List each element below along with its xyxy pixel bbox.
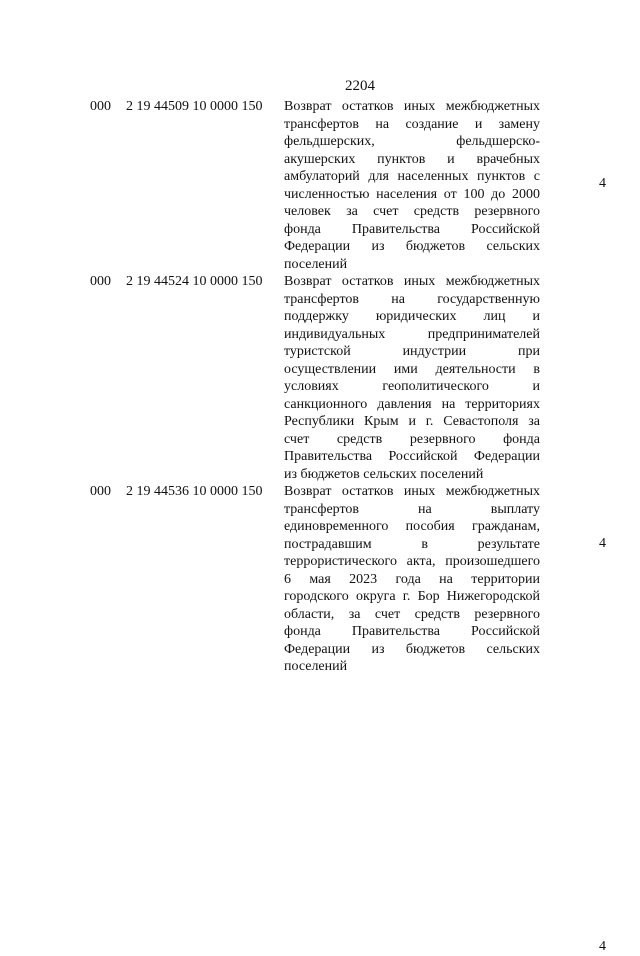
budget-codes-table [0, 98, 640, 954]
description-line: области, за счет средств резервного [284, 606, 540, 622]
description-line: фонда Правительства Российской [284, 624, 540, 639]
description-line: трансфертов на создание и замену [284, 116, 540, 132]
description-line: индивидуальных предпринимателей [284, 326, 540, 342]
admin-code: 000 [90, 99, 111, 114]
description-line: из бюджетов сельских поселений [284, 466, 484, 482]
admin-code: 000 [90, 274, 111, 289]
table-row [0, 98, 640, 273]
description-line: Правительства Российской Федерации [284, 449, 540, 464]
standard-value: 4 [599, 939, 606, 954]
description-line: поселений [284, 659, 348, 674]
description-line: пострадавшим в результате [284, 536, 540, 552]
description-line: Возврат остатков иных межбюджетных [284, 99, 540, 114]
description-line: акушерских пунктов и врачебных [284, 151, 540, 167]
description-line: человек за счет средств резервного [284, 204, 540, 219]
description-line: поддержку юридических лиц и [284, 309, 540, 324]
description-line: туристской индустрии при [284, 344, 540, 359]
page-number: 2204 [345, 78, 375, 94]
standard-value: 4 [599, 536, 606, 551]
description-line: единовременного пособия гражданам, [284, 519, 540, 534]
description-line: фонда Правительства Российской [284, 221, 540, 237]
description-line: условиях геополитического и [284, 379, 540, 394]
budget-classification-code: 2 19 44509 10 0000 150 [126, 99, 263, 114]
description-line: санкционного давления на территориях [284, 396, 540, 412]
description-line: численностью населения от 100 до 2000 [284, 186, 540, 202]
budget-classification-code: 2 19 44536 10 0000 150 [126, 484, 263, 499]
description-line: Возврат остатков иных межбюджетных [284, 484, 540, 499]
description-line: амбулаторий для населенных пунктов с [284, 169, 540, 184]
description-line: Федерации из бюджетов сельских [284, 641, 540, 657]
admin-code: 000 [90, 484, 111, 499]
standard-value: 4 [599, 176, 606, 191]
description-line: городского округа г. Бор Нижегородской [284, 589, 540, 604]
description-line: трансфертов на выплату [284, 501, 540, 517]
income-description [284, 483, 540, 676]
description-line: счет средств резервного фонда [284, 431, 540, 447]
budget-classification-code: 2 19 44524 10 0000 150 [126, 274, 263, 289]
description-line: 6 мая 2023 года на территории [284, 571, 540, 587]
description-line: осуществлении ими деятельности в [284, 361, 540, 377]
description-line: поселений [284, 256, 348, 272]
description-line: Федерации из бюджетов сельских [284, 239, 540, 254]
description-line: фельдшерских, фельдшерско- [284, 134, 540, 149]
description-line: террористического акта, произошедшего [284, 554, 540, 569]
description-line: Возврат остатков иных межбюджетных [284, 274, 540, 289]
description-line: трансфертов на государственную [284, 291, 540, 307]
description-line: Республики Крым и г. Севастополя за [284, 414, 540, 429]
income-description [284, 98, 540, 273]
table-row [0, 483, 640, 954]
income-description [284, 273, 540, 483]
